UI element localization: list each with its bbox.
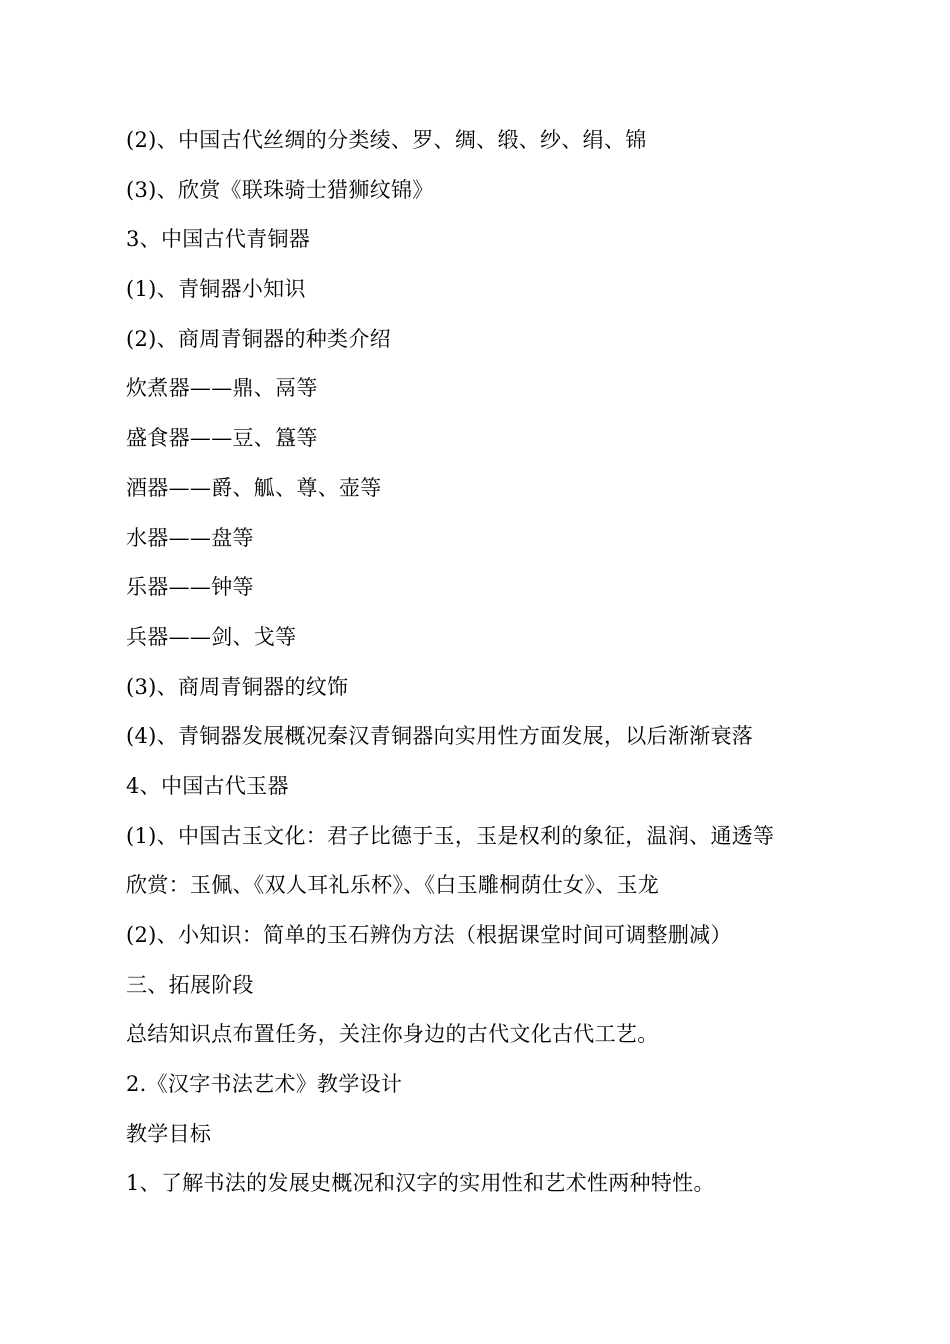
document-title: 2.《汉字书法艺术》教学设计 [126, 1072, 403, 1097]
text-line: (2)、中国古代丝绸的分类绫、罗、绸、缎、纱、绢、锦 [126, 128, 647, 152]
text-line: (2)、小知识：简单的玉石辨伪方法（根据课堂时间可调整删减） [126, 923, 732, 947]
text-line: (2)、商周青铜器的种类介绍 [126, 326, 391, 351]
text-line: 盛食器——豆、簋等 [126, 426, 318, 451]
section-heading: 4、中国古代玉器 [126, 773, 289, 798]
text-line: (3)、欣赏《联珠骑士猎狮纹锦》 [126, 177, 434, 202]
text-line: (1)、青铜器小知识 [126, 277, 306, 302]
text-line: (1)、中国古玉文化：君子比德于玉，玉是权利的象征，温润、通透等 [126, 823, 775, 848]
text-line: 欣赏：玉佩、《双人耳礼乐杯》、《白玉雕桐荫仕女》、玉龙 [126, 873, 660, 898]
text-line: 乐器——钟等 [126, 575, 254, 600]
section-heading: 3、中国古代青铜器 [126, 227, 311, 252]
text-line: 酒器——爵、觚、尊、壶等 [126, 475, 382, 500]
text-line: 总结知识点布置任务，关注你身边的古代文化古代工艺。 [126, 1022, 659, 1047]
text-line: 炊煮器——鼎、鬲等 [126, 376, 318, 401]
text-line: 水器——盘等 [126, 525, 254, 550]
document-body [126, 123, 826, 1216]
section-heading: 三、拓展阶段 [126, 972, 254, 997]
text-line: (4)、青铜器发展概况秦汉青铜器向实用性方面发展，以后渐渐衰落 [126, 724, 754, 749]
section-heading: 教学目标 [126, 1121, 212, 1146]
text-line: 1、了解书法的发展史概况和汉字的实用性和艺术性两种特性。 [126, 1171, 715, 1196]
text-line: 兵器——剑、戈等 [126, 624, 297, 649]
text-line: (3)、商周青铜器的纹饰 [126, 674, 349, 699]
